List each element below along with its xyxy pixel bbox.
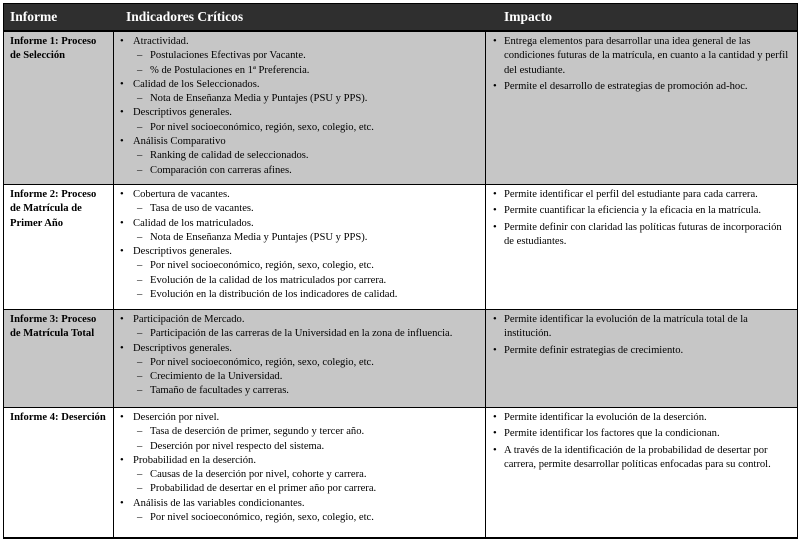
- sub-indicator-item: – Participación de las carreras de la Universidad en la zona de influencia.: [133, 327, 481, 341]
- indicator-label: Cobertura de vacantes.: [133, 189, 230, 200]
- indicator-label: Análisis de las variables condicionantes.: [133, 497, 305, 509]
- indicators-cell: [114, 310, 486, 407]
- report-title: Informe 4: Deserción: [4, 408, 114, 537]
- report-title: Informe 2: Proceso de Matrícula de Primer Año: [4, 185, 114, 309]
- sub-indicator-item: – Por nivel socioeconómico, región, sexo, colegio, etc.: [133, 259, 481, 273]
- indicators-cell: [114, 32, 486, 184]
- impact-cell: [486, 185, 797, 309]
- sub-indicator-item: – Probabilidad de desertar en el primer año por carrera.: [133, 482, 481, 496]
- impact-item: • Permite identificar la evolución de la deserción.: [492, 411, 789, 425]
- sub-indicator-item: – Tasa de deserción de primer, segundo y tercer año.: [133, 425, 481, 439]
- sub-indicator-item: – Evolución en la distribución de los indicadores de calidad.: [133, 288, 481, 302]
- table-row: [4, 185, 797, 310]
- impact-item: • A través de la identificación de la probabilidad de desertar por carrera, permite desarrollar políticas enfocadas para su control.: [492, 444, 789, 473]
- header-informe: Informe: [10, 9, 58, 24]
- indicator-label: Calidad de los Seleccionados.: [133, 78, 260, 90]
- indicator-item: [118, 454, 481, 497]
- indicator-item: [118, 497, 481, 526]
- indicator-item: [118, 188, 481, 217]
- indicators-cell: [114, 185, 486, 309]
- table-header: [4, 4, 797, 32]
- indicator-item: [118, 313, 481, 342]
- impact-item: • Permite definir con claridad las políticas futuras de incorporación de estudiantes.: [492, 221, 789, 250]
- table-body: [4, 32, 797, 538]
- impact-item: • Permite cuantificar la eficiencia y la eficacia en la matrícula.: [492, 204, 789, 218]
- sub-indicator-item: – Postulaciones Efectivas por Vacante.: [133, 49, 481, 63]
- table-row: [4, 32, 797, 185]
- impact-item: • Permite identificar los factores que la condicionan.: [492, 427, 789, 441]
- indicator-label: Probabilidad en la deserción.: [133, 454, 256, 466]
- sub-indicator-item: – Tasa de uso de vacantes.: [133, 202, 481, 216]
- indicator-item: [118, 342, 481, 399]
- sub-indicator-item: – Por nivel socioeconómico, región, sexo, colegio, etc.: [133, 356, 481, 370]
- indicator-item: [118, 35, 481, 78]
- indicator-label: Deserción por nivel.: [133, 412, 220, 423]
- header-indicadores: Indicadores Críticos: [126, 9, 244, 24]
- sub-indicator-item: – Tamaño de facultades y carreras.: [133, 384, 481, 398]
- impact-cell: [486, 32, 797, 184]
- impact-item: • Permite el desarrollo de estrategias de promoción ad-hoc.: [492, 80, 789, 94]
- sub-indicator-item: – Ranking de calidad de seleccionados.: [133, 149, 481, 163]
- indicator-item: [118, 217, 481, 246]
- table-row: [4, 408, 797, 538]
- header-impacto: Impacto: [504, 9, 552, 24]
- indicator-label: Análisis Comparativo: [133, 136, 226, 148]
- sub-indicator-item: – Comparación con carreras afines.: [133, 164, 481, 178]
- indicator-item: [118, 245, 481, 302]
- indicator-label: Descriptivos generales.: [133, 246, 232, 258]
- indicator-item: [118, 411, 481, 454]
- impact-item: • Permite definir estrategias de crecimiento.: [492, 344, 789, 358]
- sub-indicator-item: – Nota de Enseñanza Media y Puntajes (PSU y PPS).: [133, 231, 481, 245]
- indicator-label: Participación de Mercado.: [133, 314, 245, 325]
- sub-indicator-item: – % de Postulaciones en 1ª Preferencia.: [133, 64, 481, 78]
- sub-indicator-item: – Por nivel socioeconómico, región, sexo, colegio, etc.: [133, 121, 481, 135]
- indicator-label: Descriptivos generales.: [133, 342, 232, 354]
- sub-indicator-item: – Evolución de la calidad de los matriculados por carrera.: [133, 274, 481, 288]
- indicator-item: [118, 135, 481, 178]
- sub-indicator-item: – Por nivel socioeconómico, región, sexo, colegio, etc.: [133, 511, 481, 525]
- indicator-label: Atractividad.: [133, 36, 189, 47]
- impact-cell: [486, 310, 797, 407]
- impact-cell: [486, 408, 797, 537]
- indicator-item: [118, 78, 481, 107]
- impact-item: • Permite identificar el perfil del estudiante para cada carrera.: [492, 188, 789, 202]
- report-title: Informe 3: Proceso de Matrícula Total: [4, 310, 114, 407]
- impact-item: • Entrega elementos para desarrollar una idea general de las condiciones futuras de la matrícula, en cuanto a la cantidad y perfil del estudiante.: [492, 35, 789, 78]
- sub-indicator-item: – Deserción por nivel respecto del sistema.: [133, 440, 481, 454]
- indicator-label: Descriptivos generales.: [133, 107, 232, 119]
- sub-indicator-item: – Crecimiento de la Universidad.: [133, 370, 481, 384]
- indicator-label: Calidad de los matriculados.: [133, 217, 254, 229]
- indicators-cell: [114, 408, 486, 537]
- impact-item: • Permite identificar la evolución de la matrícula total de la institución.: [492, 313, 789, 342]
- sub-indicator-item: – Causas de la deserción por nivel, cohorte y carrera.: [133, 468, 481, 482]
- sub-indicator-item: – Nota de Enseñanza Media y Puntajes (PSU y PPS).: [133, 92, 481, 106]
- indicators-table: [3, 3, 798, 539]
- indicator-item: [118, 106, 481, 135]
- table-row: [4, 310, 797, 408]
- report-title: Informe 1: Proceso de Selección: [4, 32, 114, 184]
